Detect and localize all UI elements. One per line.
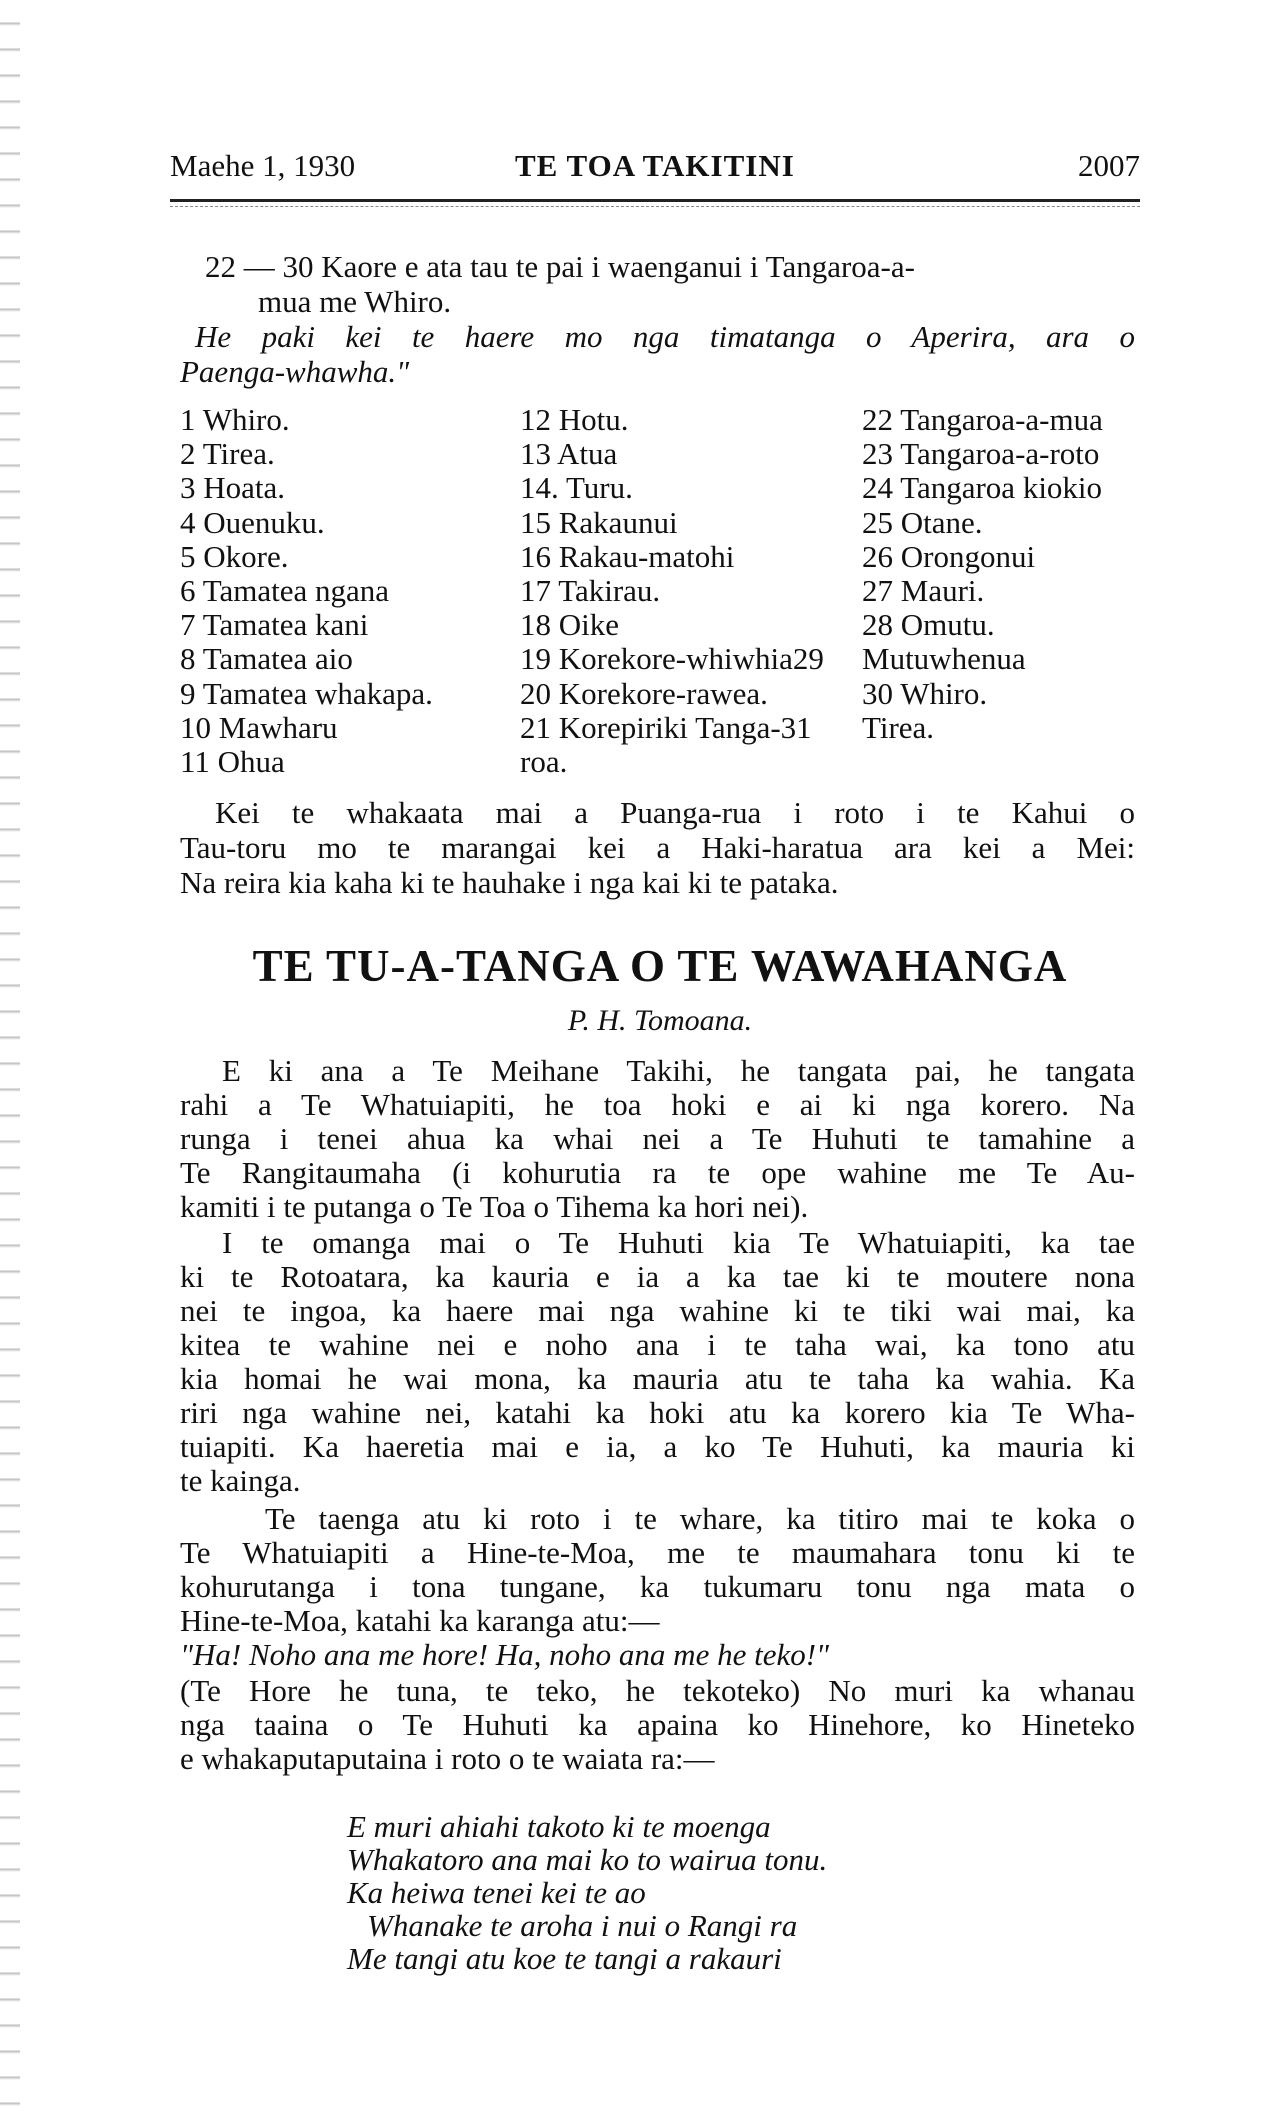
table-cell-c1: 9 Tamatea whakapa. <box>180 675 433 711</box>
para2-line-6: riri nga wahine nei, katahi ka hoki atu ka korero kia Te Wha- <box>180 1395 1135 1430</box>
header-page-number: 2007 <box>1078 148 1140 183</box>
article-author: P. H. Tomoana. <box>567 1004 753 1037</box>
table-row <box>180 471 1140 505</box>
header-publication-title: TE TOA TAKITINI <box>515 148 795 183</box>
table-cell-c1: 3 Hoata. <box>180 470 286 506</box>
para4-line-2: nga taaina o Te Huhuti ka apaina ko Hinehore, ko Hineteko <box>180 1707 1135 1742</box>
poem-line: Whakatoro ana mai ko to wairua tonu. <box>347 1842 828 1877</box>
table-cell-c2: 20 Korekore-rawea. <box>520 675 768 711</box>
table-cell-c2: 21 Korepiriki Tanga-31 <box>520 709 812 745</box>
table-cell-c2: 17 Takirau. <box>520 572 661 608</box>
para1-line-2: rahi a Te Whatuiapiti, he toa hoki e ai ki nga korero. Na <box>180 1087 1135 1122</box>
after-table-line-2: Tau-toru mo te marangai kei a Haki-haratua ara kei a Mei: <box>180 830 1135 865</box>
para3-line-3: kohurutanga i tona tungane, ka tukumaru tonu nga mata o <box>180 1569 1135 1604</box>
poem-line: Me tangi atu koe te tangi a rakauri <box>347 1941 782 1976</box>
para2-line-7: tuiapiti. Ka haeretia mai e ia, a ko Te Huhuti, ka mauria ki <box>180 1429 1135 1464</box>
table-row <box>180 437 1140 471</box>
para4-line-1: (Te Hore he tuna, te teko, he tekoteko) No muri ka whanau <box>180 1673 1135 1708</box>
table-cell-c1: 4 Ouenuku. <box>180 504 325 540</box>
table-cell-c1: 7 Tamatea kani <box>180 607 369 643</box>
running-header <box>170 148 1140 196</box>
intro-italic-line-2: Paenga-whawha." <box>180 354 410 389</box>
table-cell-c3: Tirea. <box>862 709 935 745</box>
para2-line-2: ki te Rotoatara, ka kauria e ia a ka tae ki te moutere nona <box>180 1259 1135 1294</box>
intro-italic-line-1: He paki kei te haere mo nga timatanga o Aperira, ara o <box>195 319 1135 354</box>
table-cell-c3: 30 Whiro. <box>862 675 988 711</box>
table-row <box>180 711 1140 745</box>
para1-line-4: Te Rangitaumaha (i kohurutia ra te ope wahine me Te Au- <box>180 1155 1135 1190</box>
table-cell-c1: 2 Tirea. <box>180 436 275 472</box>
table-cell-c3: 24 Tangaroa kiokio <box>862 470 1103 506</box>
header-rule <box>170 199 1140 202</box>
header-date: Maehe 1, 1930 <box>170 148 356 183</box>
para3-line-2: Te Whatuiapiti a Hine-te-Moa, me te maumahara tonu ki te <box>180 1535 1135 1570</box>
para2-line-5: kia homai he wai mona, ka mauria atu te taha ka wahia. Ka <box>180 1361 1135 1396</box>
para4-line-3: e whakaputaputaina i roto o te waiata ra:— <box>180 1741 715 1776</box>
table-cell-c3: Mutuwhenua <box>862 641 1026 677</box>
table-cell-c3: 23 Tangaroa-a-roto <box>862 436 1100 472</box>
after-table-line-3: Na reira kia kaha ki te hauhake i nga kai ki te pataka. <box>180 865 839 900</box>
table-cell-c2: 13 Atua <box>520 436 618 472</box>
table-cell-c3: 26 Orongonui <box>862 538 1036 574</box>
table-cell-c1: 6 Tamatea ngana <box>180 572 389 608</box>
quote-line: "Ha! Noho ana me hore! Ha, noho ana me he teko!" <box>180 1637 830 1672</box>
table-row <box>180 642 1140 676</box>
table-row <box>180 677 1140 711</box>
after-table-line-1: Kei te whakaata mai a Puanga-rua i roto i te Kahui o <box>215 795 1135 830</box>
day-names-table <box>180 403 1140 779</box>
table-cell-c2: 14. Turu. <box>520 470 633 506</box>
table-cell-c2: 16 Rakau-matohi <box>520 538 735 574</box>
table-cell-c2: roa. <box>520 743 568 779</box>
table-cell-c2: 19 Korekore-whiwhia29 <box>520 641 824 677</box>
table-cell-c3: 22 Tangaroa-a-mua <box>862 402 1103 437</box>
table-cell-c1: 11 Ohua <box>180 743 285 779</box>
table-cell-c1: 1 Whiro. <box>180 402 290 437</box>
table-cell-c3: 25 Otane. <box>862 504 983 540</box>
para2-line-4: kitea te wahine nei e noho ana i te taha wai, ka tono atu <box>180 1327 1135 1362</box>
table-cell-c2: 18 Oike <box>520 607 620 643</box>
para1-line-3: runga i tenei ahua ka whai nei a Te Huhuti te tamahine a <box>180 1121 1135 1156</box>
table-cell-c3: 27 Mauri. <box>862 572 985 608</box>
table-cell-c1: 5 Okore. <box>180 538 289 574</box>
para2-line-3: nei te ingoa, ka haere mai nga wahine ki te tiki wai mai, ka <box>180 1293 1135 1328</box>
header-rule-faint <box>170 206 1140 207</box>
table-cell-c3: 28 Omutu. <box>862 607 995 643</box>
table-cell-c1: 10 Mawharu <box>180 709 338 745</box>
table-row <box>180 540 1140 574</box>
waiata-poem <box>347 1810 827 1975</box>
table-row <box>180 574 1140 608</box>
table-cell-c2: 15 Rakaunui <box>520 504 678 540</box>
table-cell-c1: 8 Tamatea aio <box>180 641 353 677</box>
table-row <box>180 506 1140 540</box>
table-cell-c2: 12 Hotu. <box>520 402 629 437</box>
scan-edge <box>0 0 20 2127</box>
intro-line-2: mua me Whiro. <box>258 284 452 319</box>
poem-line: E muri ahiahi takoto ki te moenga <box>347 1809 771 1844</box>
intro-line-1: 22 — 30 Kaore e ata tau te pai i waenganui i Tangaroa-a- <box>205 249 915 284</box>
para2-line-8: te kainga. <box>180 1463 301 1498</box>
table-row <box>180 745 1140 779</box>
table-row <box>180 403 1140 437</box>
para2-line-1: I te omanga mai o Te Huhuti kia Te Whatuiapiti, ka tae <box>222 1225 1135 1260</box>
table-row <box>180 608 1140 642</box>
poem-line: Ka heiwa tenei kei te ao <box>347 1875 646 1910</box>
para3-line-4: Hine-te-Moa, katahi ka karanga atu:— <box>180 1603 660 1638</box>
para1-line-1: E ki ana a Te Meihane Takihi, he tangata pai, he tangata <box>222 1053 1135 1088</box>
article-title: TE TU-A-TANGA O TE WAWAHANGA <box>252 941 1068 991</box>
poem-line: Whanake te aroha i nui o Rangi ra <box>367 1908 798 1943</box>
para3-line-1: Te taenga atu ki roto i te whare, ka titiro mai te koka o <box>265 1501 1135 1536</box>
para1-line-5: kamiti i te putanga o Te Toa o Tihema ka hori nei). <box>180 1189 809 1224</box>
